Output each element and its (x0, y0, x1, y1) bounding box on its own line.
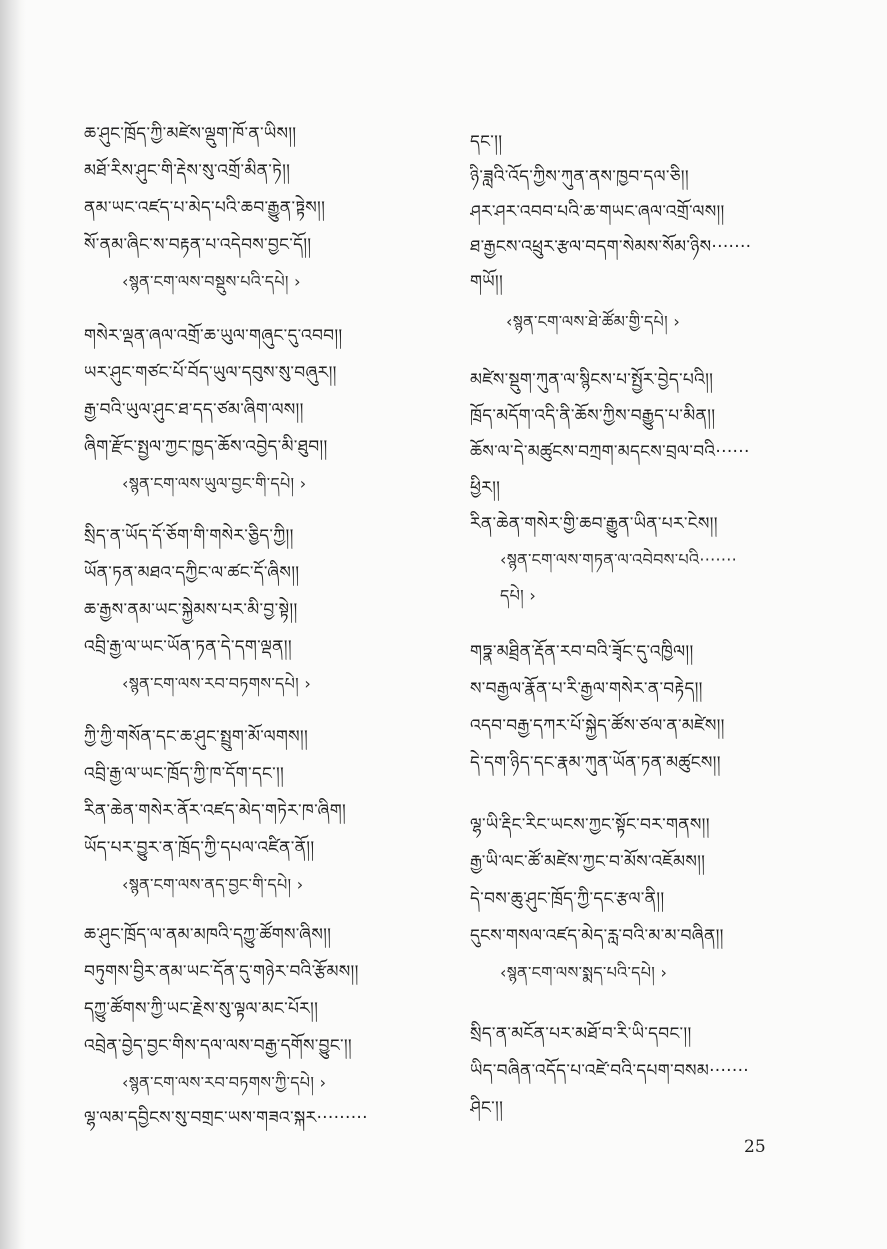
verse-line: མཛེས་སྡུག་ཀུན་ལ་སྙིངས་པ་སྤྱོར་བྱེད་པའི།། (470, 370, 714, 390)
verse-line: མཐོ་རིས་ཤུང་གི་རྡེས་སུ་འགྲོ་མིན་ཏེ།། (84, 161, 291, 181)
right-column (470, 0, 850, 1249)
verse-line: ས་བརྒྱལ་རྣོན་པ་རི་རྒྱལ་གསེར་ན་བརྟེད།། (470, 679, 703, 699)
verse-line: གཡོ།། (470, 272, 504, 292)
verse-line: ཕྱིར།། (470, 478, 501, 498)
verse-line: འབྲི་རྒྱ་ལ་ཡང་ཡོན་ཏན་དེ་དག་ལྡན།། (84, 637, 292, 657)
verse-line: སྲིད་ན་མངོན་པར་མཐོ་བ་རི་ཡི་དབང་།། (470, 1024, 692, 1044)
verse-line: ཆ་ཤུང་ཁྲོད་ཀྱི་མཛེས་ལྡུག་ཁོ་ན་ཡིས།། (84, 124, 297, 144)
verse-line: རྒྱ་བའི་ཡུལ་ཤུང་ཐ་དད་ཙམ་ཞིག་ལས།། (84, 400, 304, 420)
verse-line: ཡོད་པར་བྱུར་ན་ཁྲོད་ཀྱི་དཔལ་འཛིན་ནོ།། (84, 838, 315, 858)
verse-caption: ‹སྙན་ངག་ལས་ནད་བྱང་གི་དཔེ། › (122, 875, 304, 894)
verse-line: ཁྲོད་མདོག་འདི་ནི་ཆོས་ཀྱིས་བརྒྱུད་པ་མིན།། (470, 406, 716, 426)
verse-caption: ‹སྙན་ངག་ལས་རབ་བཏགས་དཔེ། › (122, 674, 312, 693)
verse-line: དུངས་གསལ་འཛད་མེད་རླ་བའི་མ་མ་བཞིན།། (470, 926, 724, 946)
verse-line: དེ་བས་ཆུ་ཤུང་ཁྲོད་ཀྱི་དང་རྩལ་ནི།། (470, 889, 665, 909)
verse-line: དཀྱུ་ཚོགས་ཀྱི་ཡང་རྗེས་སུ་ལྟལ་མང་པོར།། (84, 999, 319, 1019)
verse-line: སྲིད་ན་ཡོད་དོ་ཅོག་གི་གསེར་ཅྱིད་ཀྱི།། (84, 526, 294, 546)
verse-line: རིན་ཆེན་གསེར་གྱི་ཆབ་རྒྱུན་ཡིན་པར་ངེས།། (470, 514, 718, 534)
verse-line: ཆོས་ལ་དེ་མཚུངས་བཀྲག་མདངས་བྲལ་བའི······ (470, 442, 750, 462)
verse-line: གཏྣ་མཐྲིན་རྡོན་རབ་བའི་ཟྭོང་དུ་འཁྱིལ།། (470, 642, 694, 662)
verse-line: འབྲེན་བྱེད་བྱང་གིས་དལ་ལས་བརྒྱ་དགོས་བྱུང་།། (84, 1036, 352, 1056)
verse-line: ཐ་རྒྱངས་འཕྲུར་རྩལ་བདག་སེམས་སོམ་ཉིས······· (470, 237, 752, 257)
verse-line: ནམ་ཡང་འཛད་པ་མེད་པའི་ཆབ་རྒྱུན་ཏྟེས།། (84, 198, 326, 218)
verse-line: ཤིང་།། (470, 1098, 504, 1118)
page-gutter-shadow (0, 0, 26, 1249)
verse-line: འབྲི་རྒྱ་ལ་ཡང་ཁྲོད་ཀྱི་ཁ་དོག་དང་།། (84, 764, 285, 784)
verse-line: འདབ་བརྒྱ་དཀར་པོ་སྐྱེད་ཚོས་ཙལ་ན་མཛེས།། (470, 716, 725, 736)
verse-line: རྒྱ་ཡི་ལང་ཚོ་མཛེས་ཀྱང་བ་མོས་འཇོམས།། (470, 852, 706, 872)
verse-line: ཡོན་ཏན་མཐའ་དཀྱིང་ལ་ཚང་དོ་ཞིས།། (84, 563, 300, 583)
verse-line: གསེར་ལྡན་ཞལ་འགྲོ་ཆ་ཡུལ་གཞུང་དུ་འབབ།། (84, 326, 343, 346)
verse-line: ཤར་ཤར་འབབ་པའི་ཆ་གཡང་ཞལ་འགྲོ་ལས།། (470, 202, 725, 222)
verse-line: ལྷ་ཡི་རྡིང་རིང་ཡངས་ཀྱང་སྟོང་བར་གནས།། (470, 815, 710, 835)
verse-line: ཡར་ཤུང་གཙང་པོ་བོད་ཡུལ་དབུས་སུ་བཞུར།། (84, 363, 337, 383)
verse-caption: དཔེ། › (500, 586, 537, 605)
verse-caption: ‹སྙན་ངག་ལས་ཡུལ་བྱང་གི་དཔེ། › (122, 474, 307, 493)
verse-line: ཀྱི་ཀྱི་གསོན་དང་ཆ་ཤུང་སྤྲུག་མོ་ལགས།། (84, 727, 309, 747)
left-column (84, 0, 464, 1249)
verse-caption: ‹སྙན་ངག་ལས་རབ་བཏགས་ཀྱི་དཔེ། › (122, 1073, 327, 1092)
verse-caption: ‹སྙན་ངག་ལས་ཐེ་ཚོམ་གྱི་དཔེ། › (506, 312, 681, 331)
verse-line: ཆ་ཤུང་ཁྲོད་ལ་ནམ་མཁའི་དཀྱུ་ཚོགས་ཞིས།། (84, 925, 332, 945)
page-number: 25 (744, 1137, 766, 1157)
verse-line: ལྷ་ལམ་དབྱིངས་སུ་བགྲང་ཡས་གཟའ་སྐར········· (84, 1108, 368, 1128)
verse-line: རིན་ཆེན་གསེར་ནོར་འཛད་མེད་གཏེར་ཁ་ཞིག། (84, 801, 347, 821)
verse-line: དེ་དག་ཉིད་དང་རྣམ་ཀུན་ཡོན་ཏན་མཚུངས།། (470, 753, 721, 773)
verse-line: སོ་ནམ་ཞིང་ས་བརྟན་པ་འདེབས་བྱང་དོ།། (84, 235, 312, 255)
verse-caption: ‹སྙན་ངག་ལས་གཏན་ལ་འབེབས་པའི······· (500, 550, 738, 569)
verse-caption: ‹སྙན་ངག་ལས་སྨད་པའི་དཔེ། › (500, 963, 668, 982)
verse-line: ཉི་ཟླའི་འོད་ཀྱིས་ཀུན་ནས་ཁྱབ་དལ་ཅི།། (470, 167, 689, 187)
verse-line: ཆ་རྒྱས་ནམ་ཡང་སྐྱེམས་པར་མི་བྱ་སྟེ།། (84, 600, 298, 620)
verse-caption: ‹སྙན་ངག་ལས་བསྡུས་པའི་དཔེ། › (122, 272, 301, 291)
verse-line: དང་།། (470, 132, 503, 152)
verse-line: ཡིད་བཞིན་འདོད་པ་འཛེ་བའི་དཔག་བསམ······· (470, 1061, 749, 1081)
verse-line: བཏུགས་བྱིར་ནམ་ཡང་དོན་དུ་གཉེར་བའི་རྩོམས།། (84, 962, 359, 982)
verse-line: ཞིག་རྫོང་སྤྱལ་ཀྱང་ཁྱད་ཆོས་འབྱེད་མི་ཐུབ།། (84, 437, 328, 457)
